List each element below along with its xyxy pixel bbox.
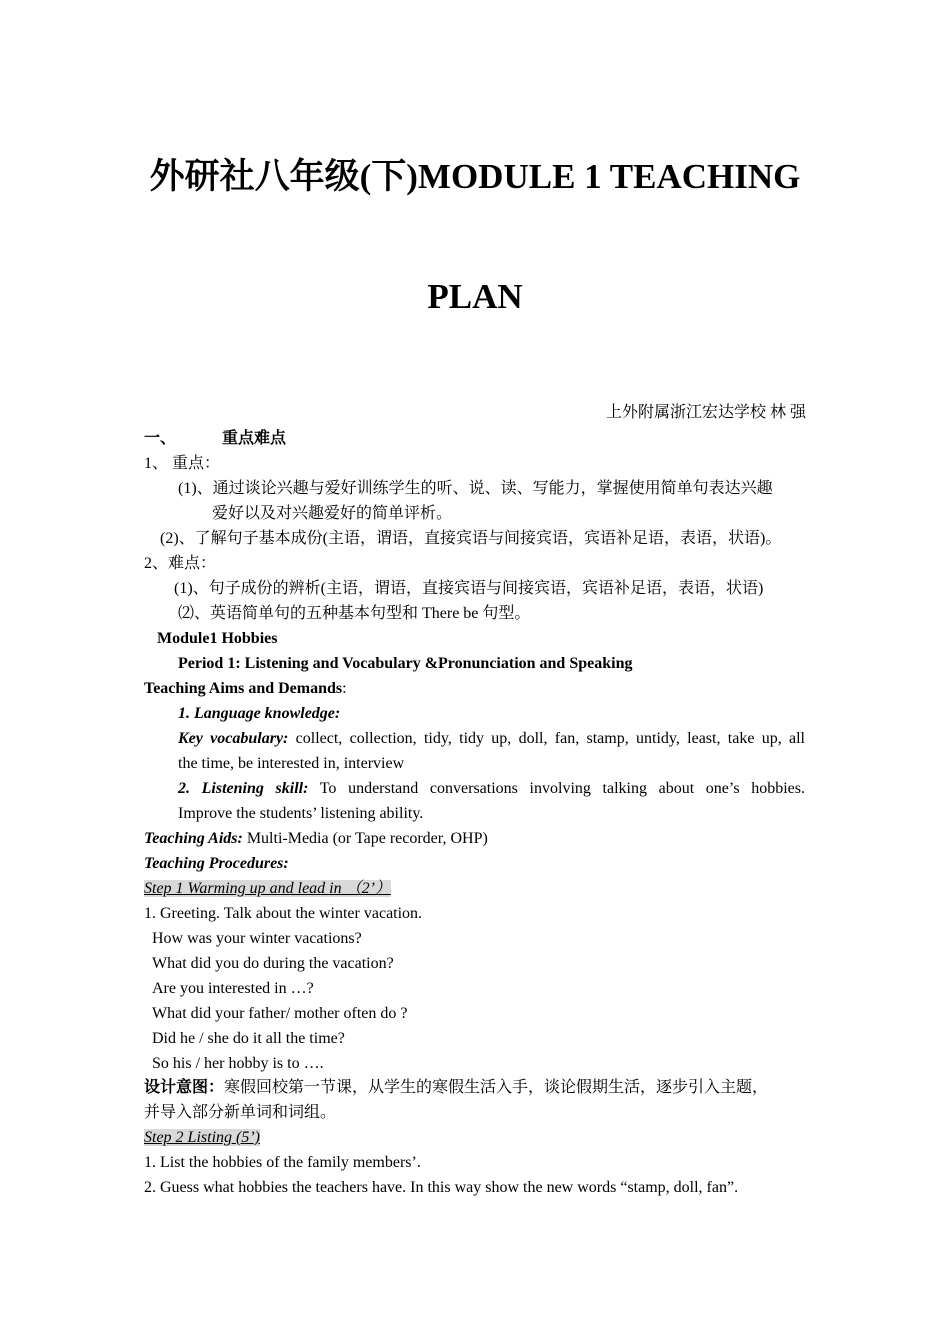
- key-points-label: 1、 重点：: [144, 455, 221, 472]
- teaching-procedures-heading: Teaching Procedures:: [144, 855, 289, 872]
- listening-skill-label: 2. Listening skill:: [178, 780, 309, 797]
- teaching-aids-label: Teaching Aids:: [144, 830, 243, 847]
- difficult-point-1: (1)、句子成份的辨析(主语，谓语，直接宾语与间接宾语，宾语补足语，表语，状语): [174, 580, 764, 597]
- teaching-aims-colon: :: [342, 680, 347, 697]
- key-vocabulary-line-2: the time, be interested in, interview: [178, 755, 405, 772]
- list-item-2: 2. Guess what hobbies the teachers have. In this way show the new words “stamp, doll, fan”.: [144, 1179, 739, 1196]
- teaching-aids-text: Multi-Media (or Tape recorder, OHP): [242, 830, 488, 847]
- design-intent-text: 寒假回校第一节课，从学生的寒假生活入手，谈论假期生活，逐步引入主题，: [224, 1079, 769, 1096]
- question-3: Are you interested in …?: [152, 980, 314, 997]
- author-line: 上外附属浙江宏达学校 林 强: [605, 404, 806, 421]
- difficult-points-label: 2、难点：: [144, 555, 217, 572]
- module-title: Module1 Hobbies: [157, 630, 278, 647]
- section-title: 重点难点: [222, 430, 287, 447]
- period-title: Period 1: Listening and Vocabulary &Pronunciation and Speaking: [178, 655, 633, 672]
- key-vocabulary-text: collect, collection, tidy, tidy up, doll, fan, stamp, untidy, least, take up, all: [288, 730, 805, 747]
- key-vocabulary-label: Key vocabulary:: [178, 730, 289, 747]
- step-2-text: Step 2 Listing (5’): [144, 1129, 260, 1146]
- title-line-1: 外研社八年级(下)MODULE 1 TEACHING: [149, 157, 801, 196]
- listening-skill-line-1: [178, 778, 805, 800]
- teaching-aids: [144, 828, 488, 850]
- difficult-point-2: ⑵、英语简单句的五种基本句型和 There be 句型。: [178, 605, 531, 622]
- section-number: 一、: [144, 430, 177, 447]
- step-1-text: Step 1 Warming up and lead in （2’）: [144, 880, 391, 897]
- key-point-1a: (1)、通过谈论兴趣与爱好训练学生的听、说、读、写能力，掌握使用简单句表达兴趣: [178, 480, 773, 497]
- question-2: What did you do during the vacation?: [152, 955, 394, 972]
- question-5: Did he / she do it all the time?: [152, 1030, 345, 1047]
- design-intent-line-1: [144, 1077, 768, 1099]
- design-intent-line-2: 并导入部分新单词和词组。: [144, 1104, 337, 1121]
- greeting-line: 1. Greeting. Talk about the winter vacation.: [144, 905, 423, 922]
- key-vocabulary-line-1: [178, 728, 805, 750]
- question-6: So his / her hobby is to ….: [152, 1055, 324, 1072]
- listening-skill-line-2: Improve the students’ listening ability.: [178, 805, 424, 822]
- design-intent-label: 设计意图：: [144, 1079, 225, 1096]
- language-knowledge-heading: 1. Language knowledge:: [178, 705, 341, 722]
- step-1-heading: [144, 878, 391, 900]
- teaching-aims: [144, 678, 347, 700]
- listening-skill-text: To understand conversations involving talking about one’s hobbies.: [308, 780, 805, 797]
- teaching-aims-label: Teaching Aims and Demands: [144, 680, 343, 697]
- section-heading: [144, 428, 286, 450]
- list-item-1: 1. List the hobbies of the family members’.: [144, 1154, 421, 1171]
- step-2-heading: [144, 1127, 260, 1149]
- question-4: What did your father/ mother often do ?: [152, 1005, 408, 1022]
- title-line-2: PLAN: [427, 277, 523, 316]
- key-point-2: (2)、了解句子基本成份(主语，谓语，直接宾语与间接宾语，宾语补足语，表语，状语)。: [160, 530, 782, 547]
- key-point-1b: 爱好以及对兴趣爱好的简单评析。: [212, 505, 453, 522]
- question-1: How was your winter vacations?: [152, 930, 362, 947]
